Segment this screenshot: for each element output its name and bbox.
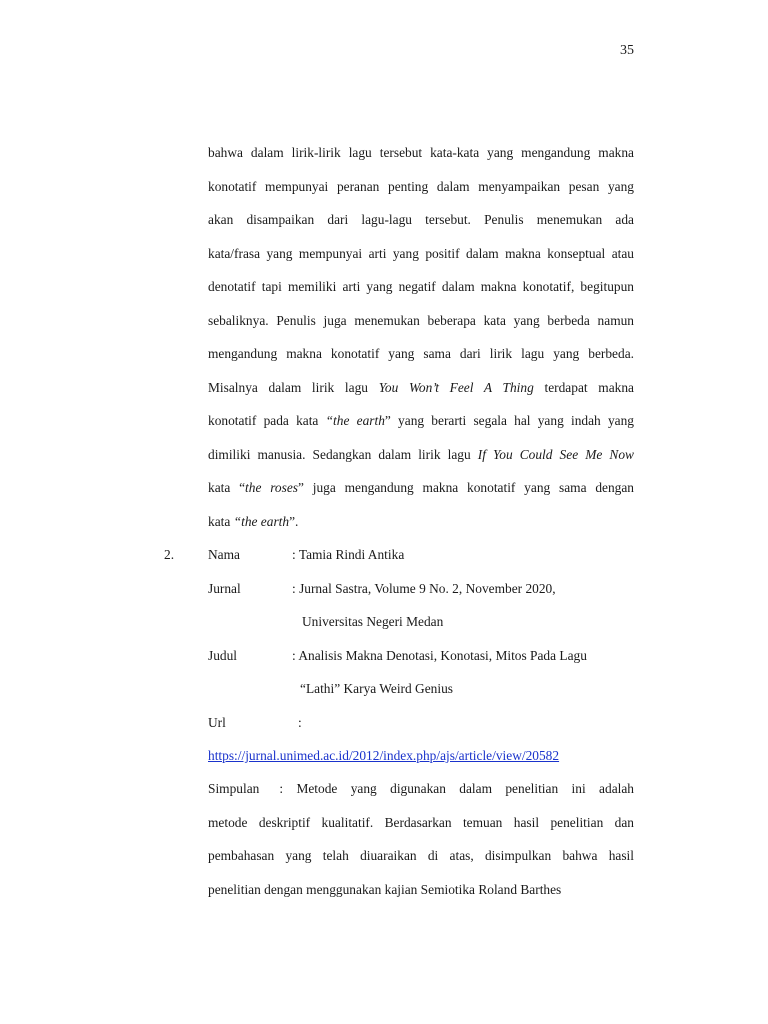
nama-row — [208, 538, 634, 572]
paragraph-line: akan disampaikan dari lagu-lagu tersebut. Penulis menemukan ada — [208, 212, 634, 227]
line-text: ” juga mengandung makna konotatif yang sama dengan — [297, 480, 634, 495]
song-title: You Won’t Feel A Thing — [378, 379, 534, 395]
judul-label: Judul — [208, 647, 238, 663]
page-number: 35 — [620, 43, 634, 58]
simpulan-first-line — [208, 772, 634, 806]
song-title: If You Could See Me Now — [477, 446, 634, 462]
quoted-phrase: “the earth — [325, 413, 385, 428]
line-text: Misalnya dalam lirik lagu — [208, 379, 379, 395]
jurnal-row — [208, 572, 634, 606]
url-label: Url — [208, 714, 226, 730]
paragraph-line: mengandung makna konotatif yang sama dari lirik lagu yang berbeda. — [208, 346, 634, 361]
body-paragraph — [208, 136, 634, 538]
url-separator: : — [298, 714, 302, 730]
line-text: dimiliki manusia. Sedangkan dalam lirik lagu — [208, 446, 478, 462]
judul-value: : Analisis Makna Denotasi, Konotasi, Mitos Pada Lagu — [292, 647, 587, 663]
paragraph-line — [208, 404, 634, 438]
simpulan-line: pembahasan yang telah diuaraikan di atas, disimpulkan bahwa hasil — [208, 848, 634, 863]
simpulan-line: metode deskriptif kualitatif. Berdasarkan temuan hasil penelitian dan — [208, 814, 634, 830]
line-text: ” yang berarti segala hal yang indah yang — [384, 413, 634, 428]
paragraph-line: kata/frasa yang mempunyai arti yang positif dalam makna konseptual atau — [208, 245, 634, 261]
url-row — [208, 706, 634, 740]
nama-value: : Tamia Rindi Antika — [292, 547, 405, 562]
jurnal-value: : Jurnal Sastra, Volume 9 No. 2, November 2020, — [292, 580, 556, 596]
jurnal-label: Jurnal — [208, 580, 241, 596]
line-text: kata “ — [208, 480, 246, 495]
quoted-phrase: the roses — [245, 480, 298, 495]
line-text: konotatif pada kata — [208, 413, 326, 428]
jurnal-continuation: Universitas Negeri Medan — [302, 614, 444, 629]
simpulan-line: penelitian dengan menggunakan kajian Semiotika Roland Barthes — [208, 881, 562, 897]
paragraph-line — [208, 505, 634, 539]
simpulan-label: Simpulan — [208, 781, 260, 796]
judul-row — [208, 639, 634, 673]
paragraph-line — [208, 371, 634, 405]
simpulan-block — [208, 772, 634, 906]
line-text: terdapat makna — [533, 379, 634, 395]
paragraph-line: bahwa dalam lirik-lirik lagu tersebut kata-kata yang mengandung makna — [208, 145, 634, 160]
judul-continuation-row — [208, 672, 634, 706]
nama-label: Nama — [208, 547, 240, 562]
journal-url-link[interactable]: https://jurnal.unimed.ac.id/2012/index.php/ajs/article/view/20582 — [208, 748, 560, 763]
reference-entry — [208, 538, 634, 773]
url-link-row — [208, 739, 634, 773]
paragraph-line: denotatif tapi memiliki arti yang negatif dalam makna konotatif, begitupun — [208, 279, 634, 294]
line-text: kata — [208, 513, 234, 529]
quoted-phrase: “the earth — [233, 513, 290, 529]
paragraph-line: konotatif mempunyai peranan penting dalam menyampaikan pesan yang — [208, 178, 634, 194]
jurnal-continuation-row — [208, 605, 634, 639]
simpulan-text: : Metode yang digunakan dalam penelitian ini adalah — [279, 781, 634, 796]
line-text: ”. — [289, 513, 299, 529]
paragraph-line — [208, 438, 634, 472]
judul-continuation: “Lathi” Karya Weird Genius — [300, 681, 453, 696]
paragraph-line: sebaliknya. Penulis juga menemukan beberapa kata yang berbeda namun — [208, 312, 634, 328]
list-item-number: 2. — [164, 547, 175, 562]
paragraph-line — [208, 471, 634, 505]
